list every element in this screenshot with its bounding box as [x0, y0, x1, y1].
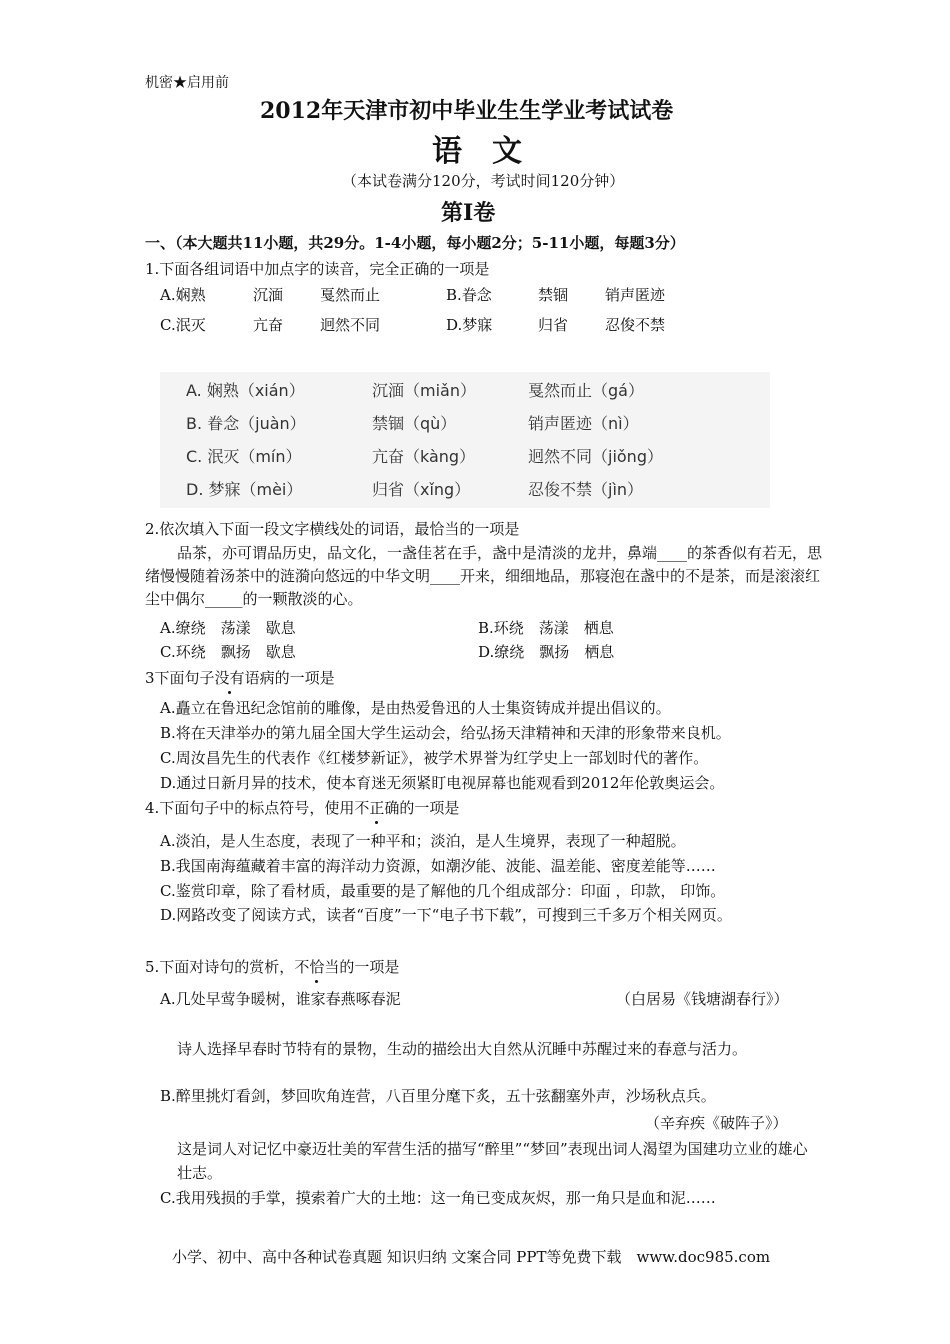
q4-opt-c: C.鉴赏印章，除了看材质，最重要的是了解他的几个组成部分：印面 ，印款， 印饰。 [160, 882, 726, 900]
q4-stem [145, 797, 459, 818]
volume-title: 第Ⅰ卷 [441, 200, 496, 226]
q1-opt-a2: 沉湎 [253, 286, 284, 304]
q4-stem-pre: 4.下面句子中的标点符号，使用 [145, 799, 355, 817]
q5-stem-emphasis: 不恰当 [294, 958, 340, 976]
q2-passage: 品茶，亦可谓品历史，品文化，一盏佳茗在手，盏中是清淡的龙井，鼻端____的茶香似有若无，思绪慢慢随着汤茶中的涟漪向悠远的中华文明____开来，细细地品，那寝泡在盏中的不是茶，而是滚滚红尘中偶尔_____的一颗散淡的心。 [145, 544, 823, 608]
q1-opt-b3: 销声匿迹 [605, 286, 666, 304]
q3-opt-a: A.矗立在鲁迅纪念馆前的雕像，是由热爱鲁迅的人士集资铸成并提出倡议的。 [160, 699, 671, 717]
q5-stem-pre: 5.下面对诗句的赏析， [145, 958, 295, 976]
q4-opt-b: B.我国南海蕴藏着丰富的海洋动力资源，如潮汐能、波能、温差能、密度差能等…… [160, 857, 716, 875]
q3-stem-emphasis: 没有 [214, 669, 245, 687]
q3-stem-pre: 3下面句子 [145, 669, 215, 687]
q1-opt-d3: 忍俊不禁 [605, 316, 666, 334]
q5-opt-b-source: （辛弃疾《破阵子》） [645, 1114, 788, 1132]
q5-opt-a-source: （白居易《钱塘湖春行》） [616, 990, 789, 1008]
q3-opt-b: B.将在天津举办的第九届全国大学生运动会，给弘扬天津精神和天津的形象带来良机。 [160, 724, 731, 742]
q2-opt-b: B.环绕 荡漾 栖息 [478, 619, 614, 637]
q1-opt-b1: B.眷念 [446, 286, 492, 304]
q1-opt-c3: 迥然不同 [320, 316, 381, 334]
page-footer: 小学、初中、高中各种试卷真题 知识归纳 文案合同 PPT等免费下载 www.doc985.com [172, 1248, 771, 1266]
q1-opt-d1: D.梦寐 [446, 316, 493, 334]
q2-opt-a: A.缭绕 荡漾 歇息 [160, 619, 296, 637]
q5-opt-b-note: 这是词人对记忆中豪迈壮美的军营生活的描写“醉里”“梦回”表现出词人渴望为国建功立业的雄心壮志。 [177, 1140, 808, 1182]
q1-opt-d2: 归省 [538, 316, 569, 334]
q5-stem [145, 956, 399, 977]
q2-stem: 2.依次填入下面一段文字横线处的词语，最恰当的一项是 [145, 520, 520, 538]
q4-opt-a: A.淡泊，是人生态度，表现了一种平和；淡泊，是人生境界，表现了一种超脱。 [160, 832, 686, 850]
q1-opt-a3: 戛然而止 [320, 286, 381, 304]
q2-opt-d: D.缭绕 飘扬 栖息 [478, 643, 615, 661]
section-heading: 一、（本大题共11小题，共29分。1-4小题，每小题2分；5-11小题，每题3分） [145, 234, 685, 252]
q3-opt-c: C.周汝昌先生的代表作《红楼梦新证》，被学术界誉为红学史上一部划时代的著作。 [160, 749, 709, 767]
q2-opt-c: C.环绕 飘扬 歇息 [160, 643, 296, 661]
pinyin-answer-image [160, 372, 770, 508]
pinyin-b-3: 销声匿迹（nì） [528, 414, 639, 433]
q5-opt-b-poem: B.醉里挑灯看剑，梦回吹角连营，八百里分麾下炙，五十弦翻塞外声，沙场秋点兵。 [160, 1087, 716, 1105]
q1-opt-c1: C.泯灭 [160, 316, 206, 334]
pinyin-d-3: 忍俊不禁（jìn） [528, 480, 644, 499]
q5-opt-a-poem: A.几处早莺争暖树，谁家春燕啄春泥 [160, 990, 401, 1008]
q1-opt-c2: 亢奋 [253, 316, 284, 334]
q5-opt-c-poem: C.我用残损的手掌，摸索着广大的土地：这一角已变成灰烬，那一角只是血和泥…… [160, 1189, 716, 1207]
q4-stem-post: 的一项是 [399, 799, 460, 817]
exam-title: 2012年天津市初中毕业生生学业考试试卷 [260, 98, 674, 124]
pinyin-b-2: 禁锢（qù） [372, 414, 457, 433]
pinyin-b-1: B. 眷念（juàn） [186, 414, 306, 433]
q1-opt-b2: 禁锢 [538, 286, 569, 304]
q5-opt-a-note: 诗人选择早春时节特有的景物，生动的描绘出大自然从沉睡中苏醒过来的春意与活力。 [177, 1040, 748, 1058]
q4-stem-emphasis: 不正确 [354, 799, 400, 817]
exam-note: （本试卷满分120分，考试时间120分钟） [342, 172, 625, 190]
secret-label: 机密★启用前 [145, 75, 229, 91]
q3-stem [145, 667, 335, 688]
pinyin-c-3: 迥然不同（jiǒng） [528, 447, 663, 466]
subject-title: 语 文 [432, 134, 522, 169]
q1-opt-a1: A.娴熟 [160, 286, 206, 304]
pinyin-a-1: A. 娴熟（xián） [186, 381, 305, 400]
pinyin-c-2: 亢奋（kàng） [372, 447, 476, 466]
pinyin-d-2: 归省（xǐng） [372, 480, 471, 499]
pinyin-a-2: 沉湎（miǎn） [372, 381, 476, 400]
pinyin-c-1: C. 泯灭（mín） [186, 447, 302, 466]
q3-stem-post: 语病的一项是 [244, 669, 335, 687]
q1-stem: 1.下面各组词语中加点字的读音，完全正确的一项是 [145, 260, 490, 278]
q5-stem-post: 的一项是 [339, 958, 400, 976]
q3-opt-d: D.通过日新月异的技术，使本育迷无须紧盯电视屏幕也能观看到2012年伦敦奥运会。 [160, 774, 725, 792]
q4-opt-d: D.网路改变了阅读方式，读者“百度”一下“电子书下载”，可搜到三千多万个相关网页。 [160, 906, 732, 924]
pinyin-a-3: 戛然而止（gá） [528, 381, 644, 400]
pinyin-d-1: D. 梦寐（mèi） [186, 480, 303, 499]
